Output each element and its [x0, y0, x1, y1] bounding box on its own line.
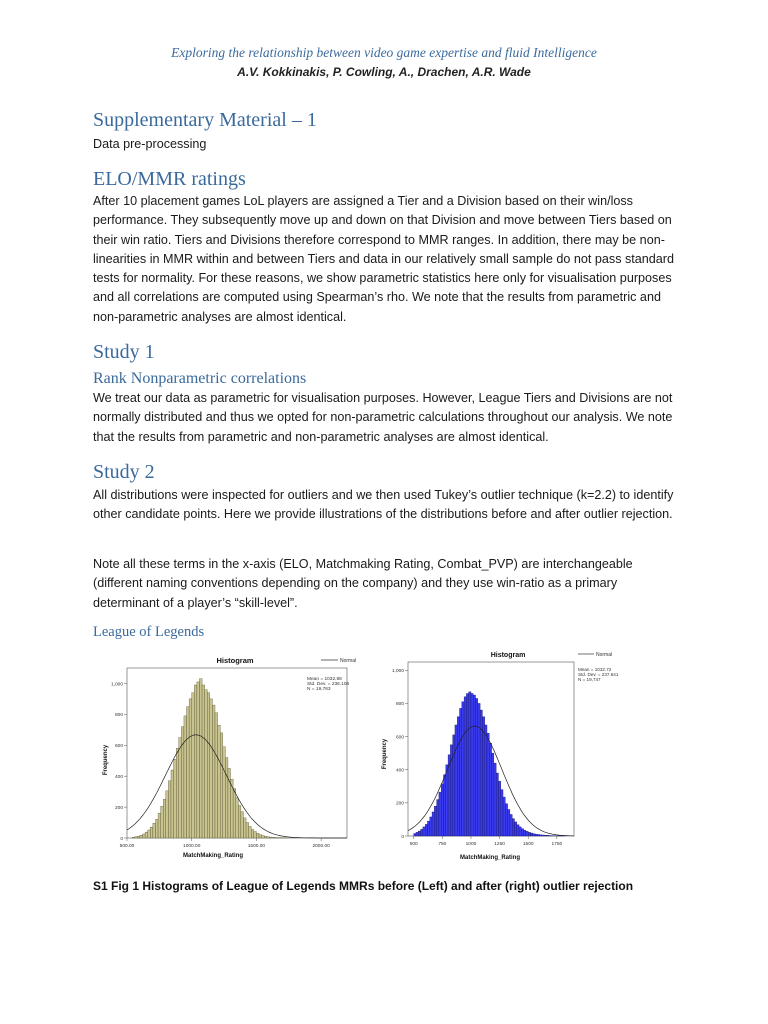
histogram-bar: [418, 831, 420, 836]
histogram-bar: [218, 725, 221, 838]
x-tick-label: 1000.00: [183, 844, 201, 849]
study1-subheading: Rank Nonparametric correlations: [93, 370, 307, 387]
x-axis-label: MatchMaking_Rating: [459, 855, 521, 861]
legend-label: Normal: [596, 652, 613, 658]
histogram-bar: [199, 679, 202, 838]
y-tick-label: 1,000: [391, 669, 404, 675]
x-tick-label: 1750: [551, 842, 563, 847]
histogram-bar: [267, 837, 270, 838]
y-tick-label: 200: [114, 805, 123, 811]
histogram-bar: [145, 832, 148, 838]
y-tick-label: 600: [395, 735, 404, 741]
x-tick-label: 1000: [465, 842, 477, 847]
histogram-bar: [489, 743, 491, 836]
x-tick-label: 1500.00: [247, 844, 266, 849]
histogram-bar: [524, 830, 526, 836]
x-tick-label: 2000.00: [312, 844, 330, 849]
histogram-bar: [202, 685, 205, 838]
histogram-bar: [143, 834, 146, 838]
histogram-bar: [272, 837, 275, 838]
elo-body: After 10 placement games LoL players are assigned a Tier and a Division based on their win/loss performance. They subsequently move up and down on that Division and move between Tiers based on their win ratio. Tiers and Divisions therefore correspond to MMR ranges. In addition, there may be non-linearities in MMR within and between Tiers and data in our relatively small sample do not pass standard tests for normality. For these reasons, we show parametric statistics here only for visualisation purposes and all correlations are computed using Spearman’s rho. We note that the results from parametric and non-parametric analyses are almost identical.: [93, 194, 675, 324]
histogram-bar: [535, 834, 537, 836]
x-axis-label: MatchMaking_Rating: [182, 853, 244, 859]
supplementary-subtitle: Data pre-processing: [93, 137, 207, 151]
histogram-bar: [264, 836, 267, 838]
histogram-bar: [171, 770, 174, 838]
histogram-before: [93, 650, 369, 862]
histogram-bar: [184, 716, 187, 838]
histogram-bar: [197, 682, 200, 838]
histogram-bar: [246, 823, 249, 838]
figure-caption: S1 Fig 1 Histograms of League of Legends MMRs before (Left) and after (right) outlier rejection: [93, 879, 634, 893]
supplementary-heading: Supplementary Material – 1: [93, 109, 317, 131]
author-list: A.V. Kokkinakis, P. Cowling, A., Drachen, A.R. Wade: [237, 65, 531, 79]
histogram-bar: [207, 693, 210, 838]
histogram-bar: [487, 733, 489, 836]
histogram-bar: [259, 835, 262, 838]
histogram-bar: [416, 832, 418, 836]
histogram-bar: [528, 832, 530, 836]
stats-mean: Mean = 1032.72: [578, 667, 612, 672]
histogram-bar: [158, 813, 161, 838]
study1-body: We treat our data as parametric for visualisation purposes. However, League Tiers and Divisions are not normally distributed and thus we opted for non-parametric calculations throughout our analysis. We note that the results from parametric and non-parametric analyses are almost identical.: [93, 391, 673, 444]
stats-n: N = 19,747: [578, 677, 601, 682]
legend-label: Normal: [340, 658, 357, 664]
histogram-bar: [254, 832, 257, 838]
y-tick-label: 400: [395, 768, 404, 774]
histogram-bar: [189, 699, 192, 838]
stats-n: N = 19,763: [307, 687, 331, 692]
histogram-bar: [238, 806, 241, 838]
histogram-bar: [462, 702, 464, 836]
histogram-bar: [514, 822, 516, 836]
histogram-bar: [494, 763, 496, 836]
histogram-bar: [163, 799, 166, 838]
histogram-bar: [441, 784, 443, 836]
histogram-bar: [512, 819, 514, 836]
histogram-bar: [434, 806, 436, 836]
histogram-bar: [132, 837, 135, 838]
histogram-bar: [439, 792, 441, 836]
y-tick-label: 0: [120, 836, 123, 842]
histogram-bar: [530, 833, 532, 836]
elo-heading: ELO/MMR ratings: [93, 168, 246, 190]
y-tick-label: 600: [114, 744, 123, 750]
histogram-bar: [521, 829, 523, 836]
histogram-bar: [478, 703, 480, 836]
study2-body-2: Note all these terms in the x-axis (ELO, Matchmaking Rating, Combat_PVP) are interchangeable (different naming conventions depending on the company) and they use win-ratio as a primary determinant of a player’s “skill-level”.: [93, 557, 633, 610]
histogram-bar: [503, 797, 505, 836]
histogram-bar: [205, 690, 208, 838]
study2-heading: Study 2: [93, 461, 155, 483]
histogram-bar: [210, 699, 213, 838]
histogram-bar: [544, 835, 546, 836]
y-axis-label: Frequency: [382, 738, 388, 770]
histogram-bar: [137, 836, 140, 838]
chart-title: Histogram: [216, 656, 254, 665]
histogram-bar: [176, 748, 179, 838]
histogram-bar: [179, 738, 182, 838]
y-tick-label: 200: [395, 801, 404, 807]
histogram-bar: [161, 806, 164, 838]
histogram-bar: [457, 717, 459, 836]
histogram-bar: [510, 814, 512, 836]
histogram-bar: [476, 698, 478, 836]
study2-body-1: All distributions were inspected for outliers and we then used Tukey’s outlier technique (k=2.2) to identify other candidate points. Here we provide illustrations of the distributions before and after outlier rejection.: [93, 488, 674, 522]
histogram-bar: [485, 725, 487, 836]
histogram-bar: [466, 693, 468, 836]
x-tick-label: 1250: [494, 842, 505, 847]
histogram-bar: [537, 835, 539, 836]
histogram-bar: [453, 735, 455, 836]
histogram-bar: [153, 823, 156, 838]
histogram-bar: [140, 835, 143, 838]
stats-sd: Std. Dev. = 236.106: [307, 682, 350, 687]
histogram-bar: [430, 817, 432, 836]
histogram-bar: [519, 827, 521, 836]
histogram-bar: [498, 781, 500, 836]
histogram-bar: [425, 824, 427, 836]
histogram-bar: [256, 833, 259, 838]
x-tick-label: 500: [409, 842, 418, 847]
x-tick-label: 1500: [522, 842, 534, 847]
stats-mean: Mean = 1032.88: [307, 677, 342, 682]
histogram-bar: [236, 798, 239, 838]
histogram-bar: [187, 707, 190, 838]
x-tick-label: 750: [438, 842, 447, 847]
histogram-bar: [469, 692, 471, 836]
histogram-bar: [517, 825, 519, 836]
histogram-bar: [464, 697, 466, 836]
histogram-bar: [212, 705, 215, 838]
histogram-bar: [166, 791, 169, 838]
histogram-bar: [421, 829, 423, 836]
histogram-bar: [437, 800, 439, 836]
y-tick-label: 800: [114, 713, 123, 719]
histogram-bar: [427, 821, 429, 836]
histogram-bar: [249, 826, 252, 838]
histogram-bar: [526, 831, 528, 836]
histogram-bar: [482, 717, 484, 836]
histogram-bar: [155, 819, 158, 838]
histogram-bar: [492, 753, 494, 836]
running-title: Exploring the relationship between video game expertise and fluid Intelligence: [171, 45, 597, 60]
histogram-bar: [473, 695, 475, 836]
histogram-bar: [150, 827, 153, 838]
histogram-bar: [215, 713, 218, 838]
histogram-bar: [505, 804, 507, 836]
histogram-bar: [443, 775, 445, 836]
histogram-bar: [225, 758, 228, 838]
histogram-bar: [269, 837, 272, 838]
histogram-bar: [542, 835, 544, 836]
histogram-bar: [262, 836, 265, 838]
histogram-bar: [496, 773, 498, 836]
histogram-after: [378, 644, 619, 866]
histogram-bar: [533, 834, 535, 836]
histogram-bar: [508, 809, 510, 836]
histogram-bar: [540, 835, 542, 836]
chart-title: Histogram: [490, 652, 526, 659]
histogram-bar: [148, 830, 151, 838]
y-tick-label: 400: [114, 774, 123, 780]
y-tick-label: 1,000: [110, 682, 123, 688]
histogram-bar: [194, 685, 197, 838]
histogram-bar: [446, 765, 448, 836]
histogram-bar: [233, 789, 236, 838]
histogram-bar: [501, 790, 503, 836]
stats-sd: Std. Dev. = 237.641: [578, 672, 619, 677]
x-tick-label: 500.00: [119, 844, 135, 849]
histogram-bar: [251, 830, 254, 839]
histogram-bar: [432, 812, 434, 836]
histogram-bar: [423, 827, 425, 836]
histogram-bar: [547, 835, 549, 836]
study1-heading: Study 1: [93, 341, 155, 363]
lol-subheading: League of Legends: [93, 624, 205, 640]
histogram-bar: [192, 693, 195, 838]
histogram-bar: [243, 818, 246, 838]
histogram-bar: [168, 781, 171, 838]
y-tick-label: 800: [395, 702, 404, 708]
y-axis-label: Frequency: [103, 744, 109, 776]
histogram-bar: [174, 759, 177, 838]
histogram-bar: [414, 834, 416, 836]
histogram-bar: [471, 693, 473, 836]
histogram-bar: [241, 812, 244, 838]
histogram-bar: [135, 837, 138, 838]
histogram-bar: [223, 747, 226, 838]
histogram-bar: [455, 725, 457, 836]
histogram-bar: [220, 733, 223, 838]
histogram-bar: [460, 708, 462, 836]
y-tick-label: 0: [401, 834, 404, 840]
